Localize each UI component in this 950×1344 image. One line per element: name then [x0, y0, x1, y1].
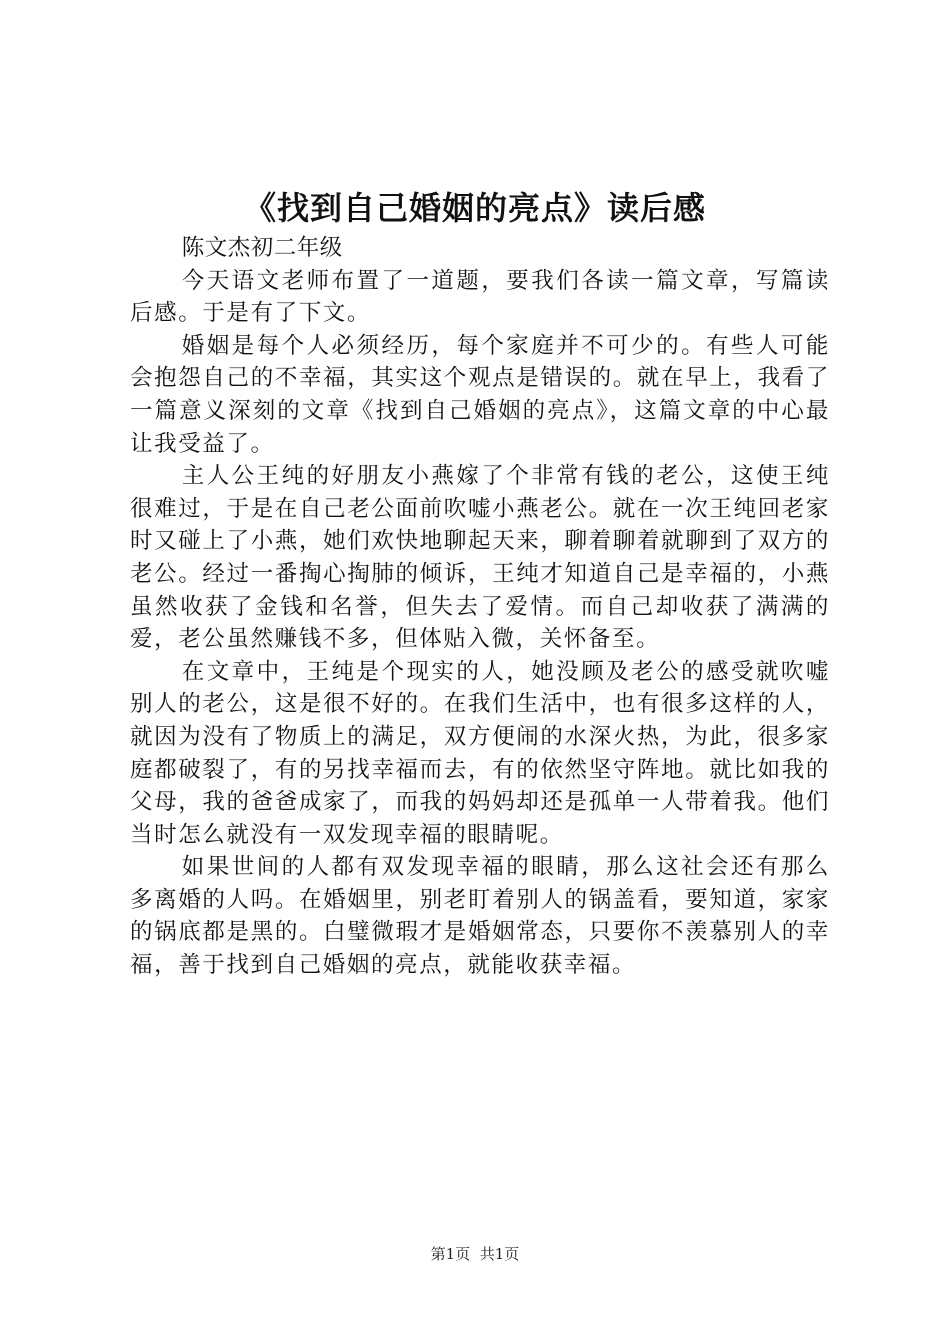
paragraph-3: 主人公王纯的好朋友小燕嫁了个非常有钱的老公，这使王纯很难过，于是在自己老公面前吹嘘小燕老公。就在一次王纯回老家时又碰上了小燕，她们欢快地聊起天来，聊着聊着就聊到了双方的老公。经过一番掏心掏肺的倾诉，王纯才知道自己是幸福的，小燕虽然收获了金钱和名誉，但失去了爱情。而自己却收获了满满的爱，老公虽然赚钱不多，但体贴入微，关怀备至。	[130, 463, 830, 653]
page-footer	[0, 1244, 950, 1264]
footer-separator	[470, 1245, 480, 1263]
document-body	[130, 232, 830, 982]
page-number: 第1页	[430, 1245, 471, 1263]
paragraph-2: 婚姻是每个人必须经历，每个家庭并不可少的。有些人可能会抱怨自己的不幸福，其实这个观点是错误的。就在早上，我看了一篇意义深刻的文章《找到自己婚姻的亮点》，这篇文章的中心最让我受益了。	[130, 332, 830, 457]
paragraph-1: 今天语文老师布置了一道题，要我们各读一篇文章，写篇读后感。于是有了下文。	[130, 267, 830, 327]
paragraph-4: 在文章中，王纯是个现实的人，她没顾及老公的感受就吹嘘别人的老公，这是很不好的。在我们生活中，也有很多这样的人，就因为没有了物质上的满足，双方便闹的水深火热，为此，很多家庭都破裂了，有的另找幸福而去，有的依然坚守阵地。就比如我的父母，我的爸爸成家了，而我的妈妈却还是孤单一人带着我。他们当时怎么就没有一双发现幸福的眼睛呢。	[130, 658, 830, 848]
document-title: 《找到自己婚姻的亮点》读后感	[243, 189, 706, 227]
paragraph-5: 如果世间的人都有双发现幸福的眼睛，那么这社会还有那么多离婚的人吗。在婚姻里，别老盯着别人的锅盖看，要知道，家家的锅底都是黑的。白璧微瑕才是婚姻常态，只要你不羡慕别人的幸福，善于找到自己婚姻的亮点，就能收获幸福。	[130, 854, 830, 979]
page-total: 共1页	[479, 1245, 520, 1263]
author-line: 陈文杰初二年级	[181, 235, 343, 261]
